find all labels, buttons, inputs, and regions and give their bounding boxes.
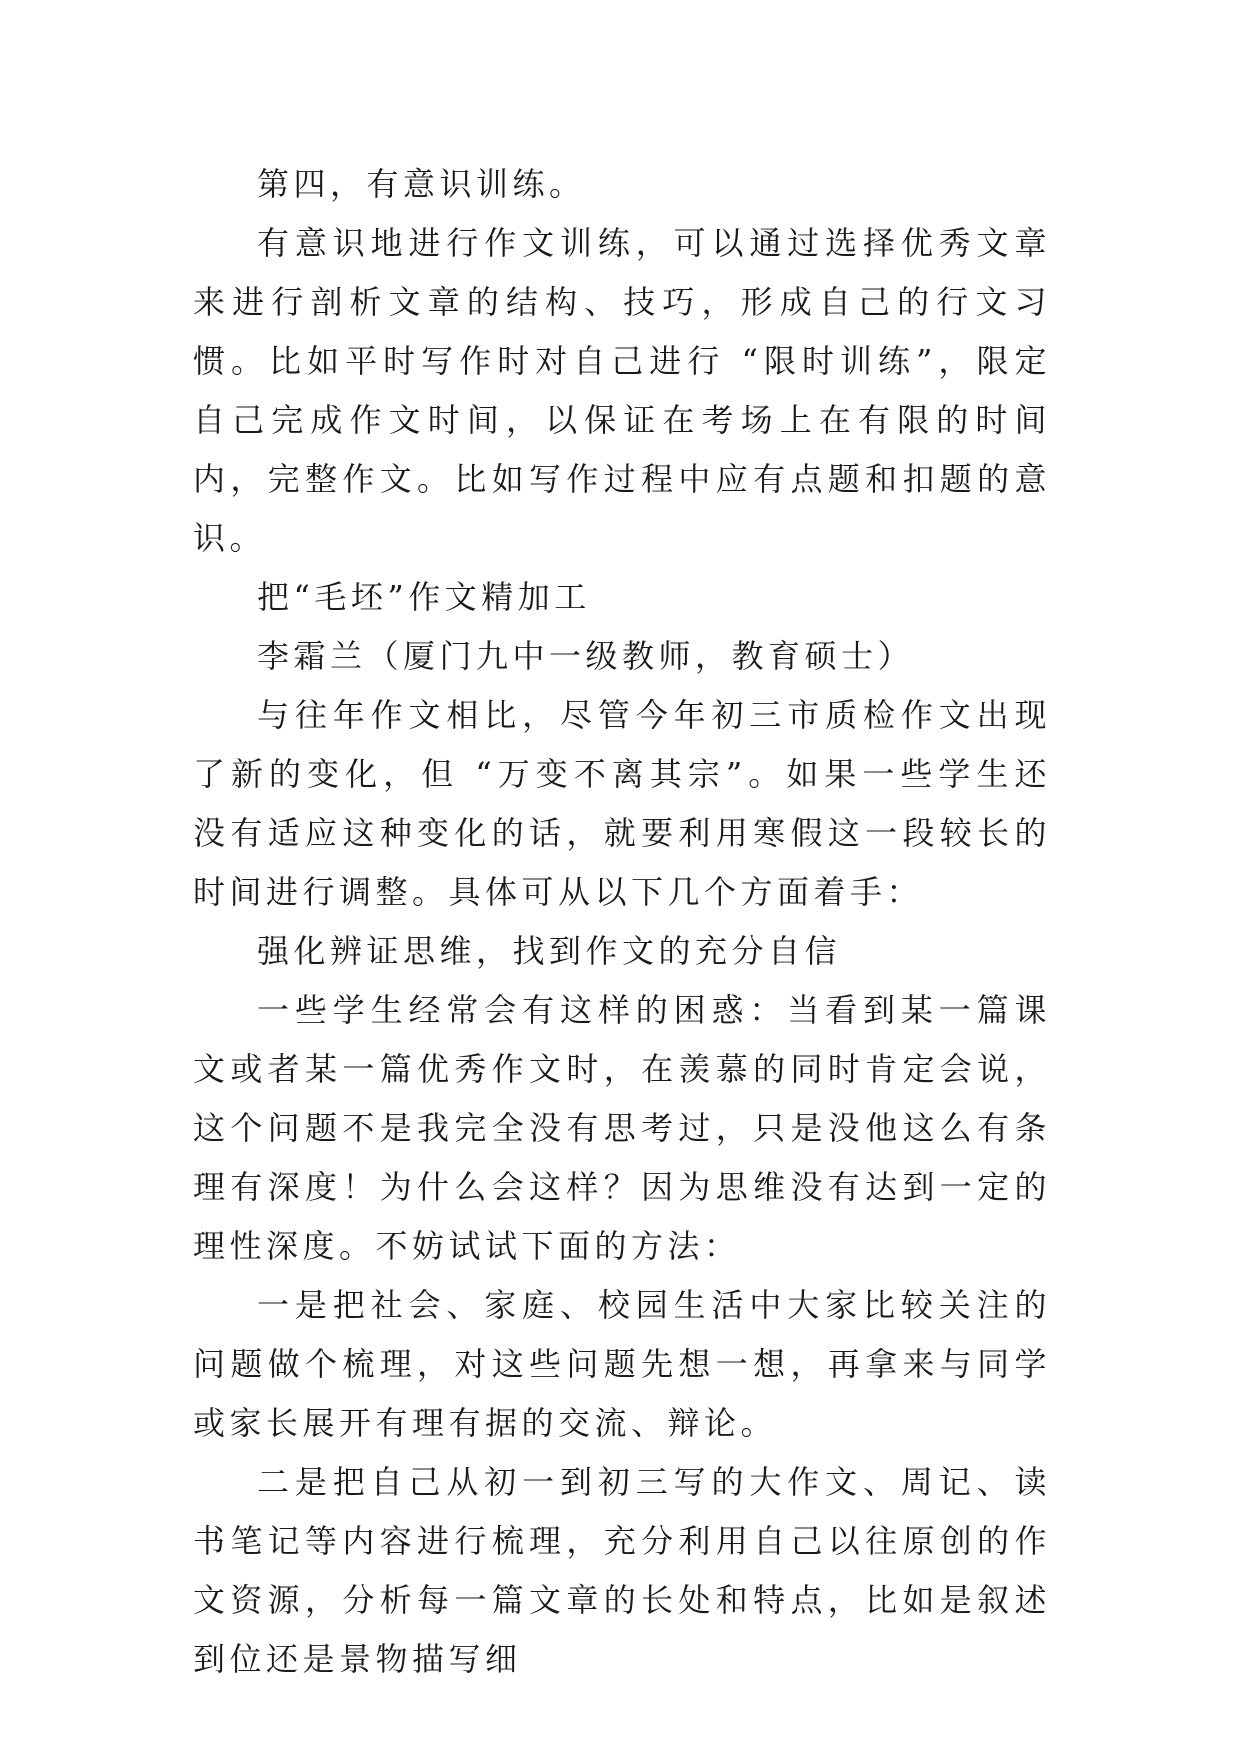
paragraph-intro: 与往年作文相比，尽管今年初三市质检作文出现了新的变化，但 “万变不离其宗”。如果一些学生还没有适应这种变化的话，就要利用寒假这一段较长的时间进行调整。具体可从以下几个方面着手： bbox=[193, 696, 1051, 911]
author-line: 李霜兰（厦门九中一级教师，教育硕士） bbox=[257, 637, 915, 675]
paragraph-confusion: 一些学生经常会有这样的困惑：当看到某一篇课文或者某一篇优秀作文时，在羡慕的同时肯定会说，这个问题不是我完全没有思考过，只是没他这么有条理有深度！为什么会这样？因为思维没有达到一定的理性深度。不妨试试下面的方法： bbox=[193, 991, 1051, 1265]
paragraph-training: 有意识地进行作文训练，可以通过选择优秀文章来进行剖析文章的结构、技巧，形成自己的行文习惯。比如平时写作时对自己进行 “限时训练”，限定自己完成作文时间，以保证在考场上在有限的时间内，完整作文。比如写作过程中应有点题和扣题的意识。 bbox=[193, 224, 1051, 557]
paragraph-method-two: 二是把自己从初一到初三写的大作文、周记、读书笔记等内容进行梳理，充分利用自己以往原创的作文资源，分析每一篇文章的长处和特点，比如是叙述到位还是景物描写细 bbox=[193, 1463, 1051, 1678]
paragraph-method-one: 一是把社会、家庭、校园生活中大家比较关注的问题做个梳理，对这些问题先想一想，再拿来与同学或家长展开有理有据的交流、辩论。 bbox=[193, 1286, 1051, 1442]
paragraph-heading-fourth: 第四，有意识训练。 bbox=[257, 165, 586, 203]
section-heading-dialectical-thinking: 强化辨证思维，找到作文的充分自信 bbox=[257, 932, 842, 970]
document-body bbox=[193, 155, 1051, 1689]
article-title: 把“毛坯”作文精加工 bbox=[257, 578, 591, 616]
